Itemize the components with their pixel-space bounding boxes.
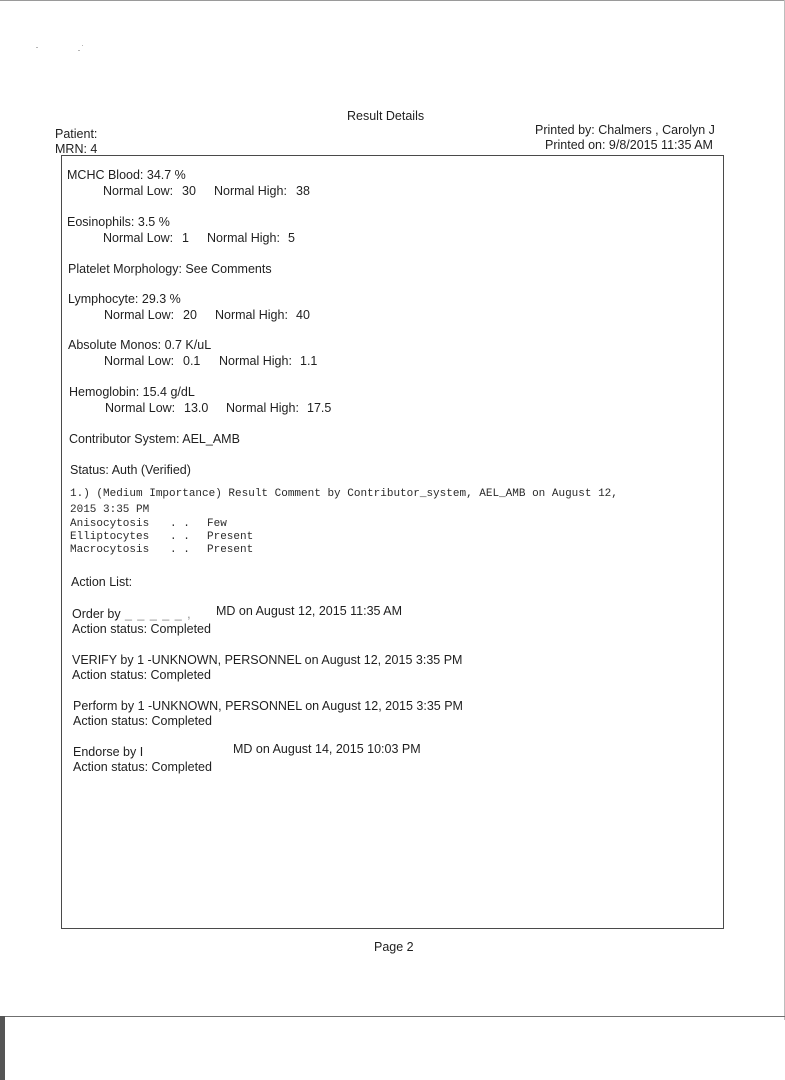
patient-label: Patient: bbox=[55, 127, 98, 141]
page-number: Page 2 bbox=[374, 940, 414, 954]
comment-row-name: Anisocytosis bbox=[70, 518, 150, 530]
normal-low-value: 20 bbox=[183, 308, 197, 322]
mrn-label: MRN: 4 bbox=[55, 142, 98, 156]
scan-edge-left bbox=[0, 1016, 5, 1080]
normal-low-label: Normal Low: bbox=[103, 184, 174, 198]
normal-high-label: Normal High: bbox=[214, 184, 287, 198]
normal-low-label: Normal Low: bbox=[104, 354, 175, 368]
action-text: MD on August 12, 2015 11:35 AM bbox=[216, 604, 403, 618]
result-title-mchc: MCHC Blood: 34.7 % bbox=[67, 168, 186, 182]
comment-row-value: Few bbox=[207, 518, 227, 530]
comment-row-name: Macrocytosis bbox=[70, 544, 150, 556]
normal-low-label: Normal Low: bbox=[105, 401, 176, 415]
result-status: Status: Auth (Verified) bbox=[70, 463, 191, 477]
scan-speck bbox=[78, 50, 80, 51]
normal-low-label: Normal Low: bbox=[103, 231, 174, 245]
action-text: VERIFY by 1 -UNKNOWN, PERSONNEL on August 12, 2015 3:35 PM bbox=[72, 653, 463, 667]
scan-edge-bottom bbox=[0, 1016, 785, 1017]
normal-high-value: 38 bbox=[296, 184, 310, 198]
normal-high-label: Normal High: bbox=[226, 401, 299, 415]
scan-edge-top bbox=[0, 0, 785, 1]
result-title-monos: Absolute Monos: 0.7 K/uL bbox=[68, 338, 212, 352]
comment-row-value: Present bbox=[207, 531, 254, 543]
result-title-lymphocyte: Lymphocyte: 29.3 % bbox=[68, 292, 181, 306]
normal-high-value: 17.5 bbox=[307, 401, 332, 415]
contributor-system: Contributor System: AEL_AMB bbox=[69, 432, 240, 446]
result-title-eosinophils: Eosinophils: 3.5 % bbox=[67, 215, 170, 229]
action-list-heading: Action List: bbox=[71, 575, 133, 589]
action-text: Perform by 1 -UNKNOWN, PERSONNEL on August 12, 2015 3:35 PM bbox=[73, 699, 463, 713]
printed-by: Printed by: Chalmers , Carolyn J bbox=[535, 123, 715, 137]
action-status: Action status: Completed bbox=[73, 760, 212, 774]
comment-date: 2015 3:35 PM bbox=[70, 504, 150, 516]
printed-on: Printed on: 9/8/2015 11:35 AM bbox=[545, 138, 713, 152]
normal-high-label: Normal High: bbox=[215, 308, 288, 322]
normal-low-value: 0.1 bbox=[183, 354, 201, 368]
action-text: MD on August 14, 2015 10:03 PM bbox=[233, 742, 421, 756]
result-title-hemoglobin: Hemoglobin: 15.4 g/dL bbox=[69, 385, 195, 399]
action-status: Action status: Completed bbox=[73, 714, 212, 728]
comment-row-dots: . . bbox=[170, 531, 190, 543]
redacted-name: _ _ _ _ _ , bbox=[125, 607, 192, 621]
normal-high-label: Normal High: bbox=[207, 231, 280, 245]
comment-row-name: Elliptocytes bbox=[70, 531, 150, 543]
normal-high-value: 1.1 bbox=[300, 354, 318, 368]
normal-high-label: Normal High: bbox=[219, 354, 292, 368]
comment-row-value: Present bbox=[207, 544, 254, 556]
normal-high-value: 40 bbox=[296, 308, 310, 322]
action-prefix: Order by bbox=[72, 607, 121, 621]
comment-row-dots: . . bbox=[170, 544, 190, 556]
scan-speck bbox=[36, 47, 38, 48]
normal-low-value: 30 bbox=[182, 184, 196, 198]
normal-high-value: 5 bbox=[288, 231, 295, 245]
normal-low-value: 1 bbox=[182, 231, 189, 245]
result-title-platelet: Platelet Morphology: See Comments bbox=[68, 262, 272, 276]
action-status: Action status: Completed bbox=[72, 668, 211, 682]
normal-low-value: 13.0 bbox=[184, 401, 209, 415]
comment-header: 1.) (Medium Importance) Result Comment by Contributor_system, AEL_AMB on August 12, bbox=[70, 488, 618, 500]
scan-speck bbox=[82, 45, 83, 46]
action-prefix: Endorse by I bbox=[73, 745, 144, 759]
normal-low-label: Normal Low: bbox=[104, 308, 175, 322]
comment-row-dots: . . bbox=[170, 518, 190, 530]
action-status: Action status: Completed bbox=[72, 622, 211, 636]
page-title: Result Details bbox=[347, 109, 425, 123]
